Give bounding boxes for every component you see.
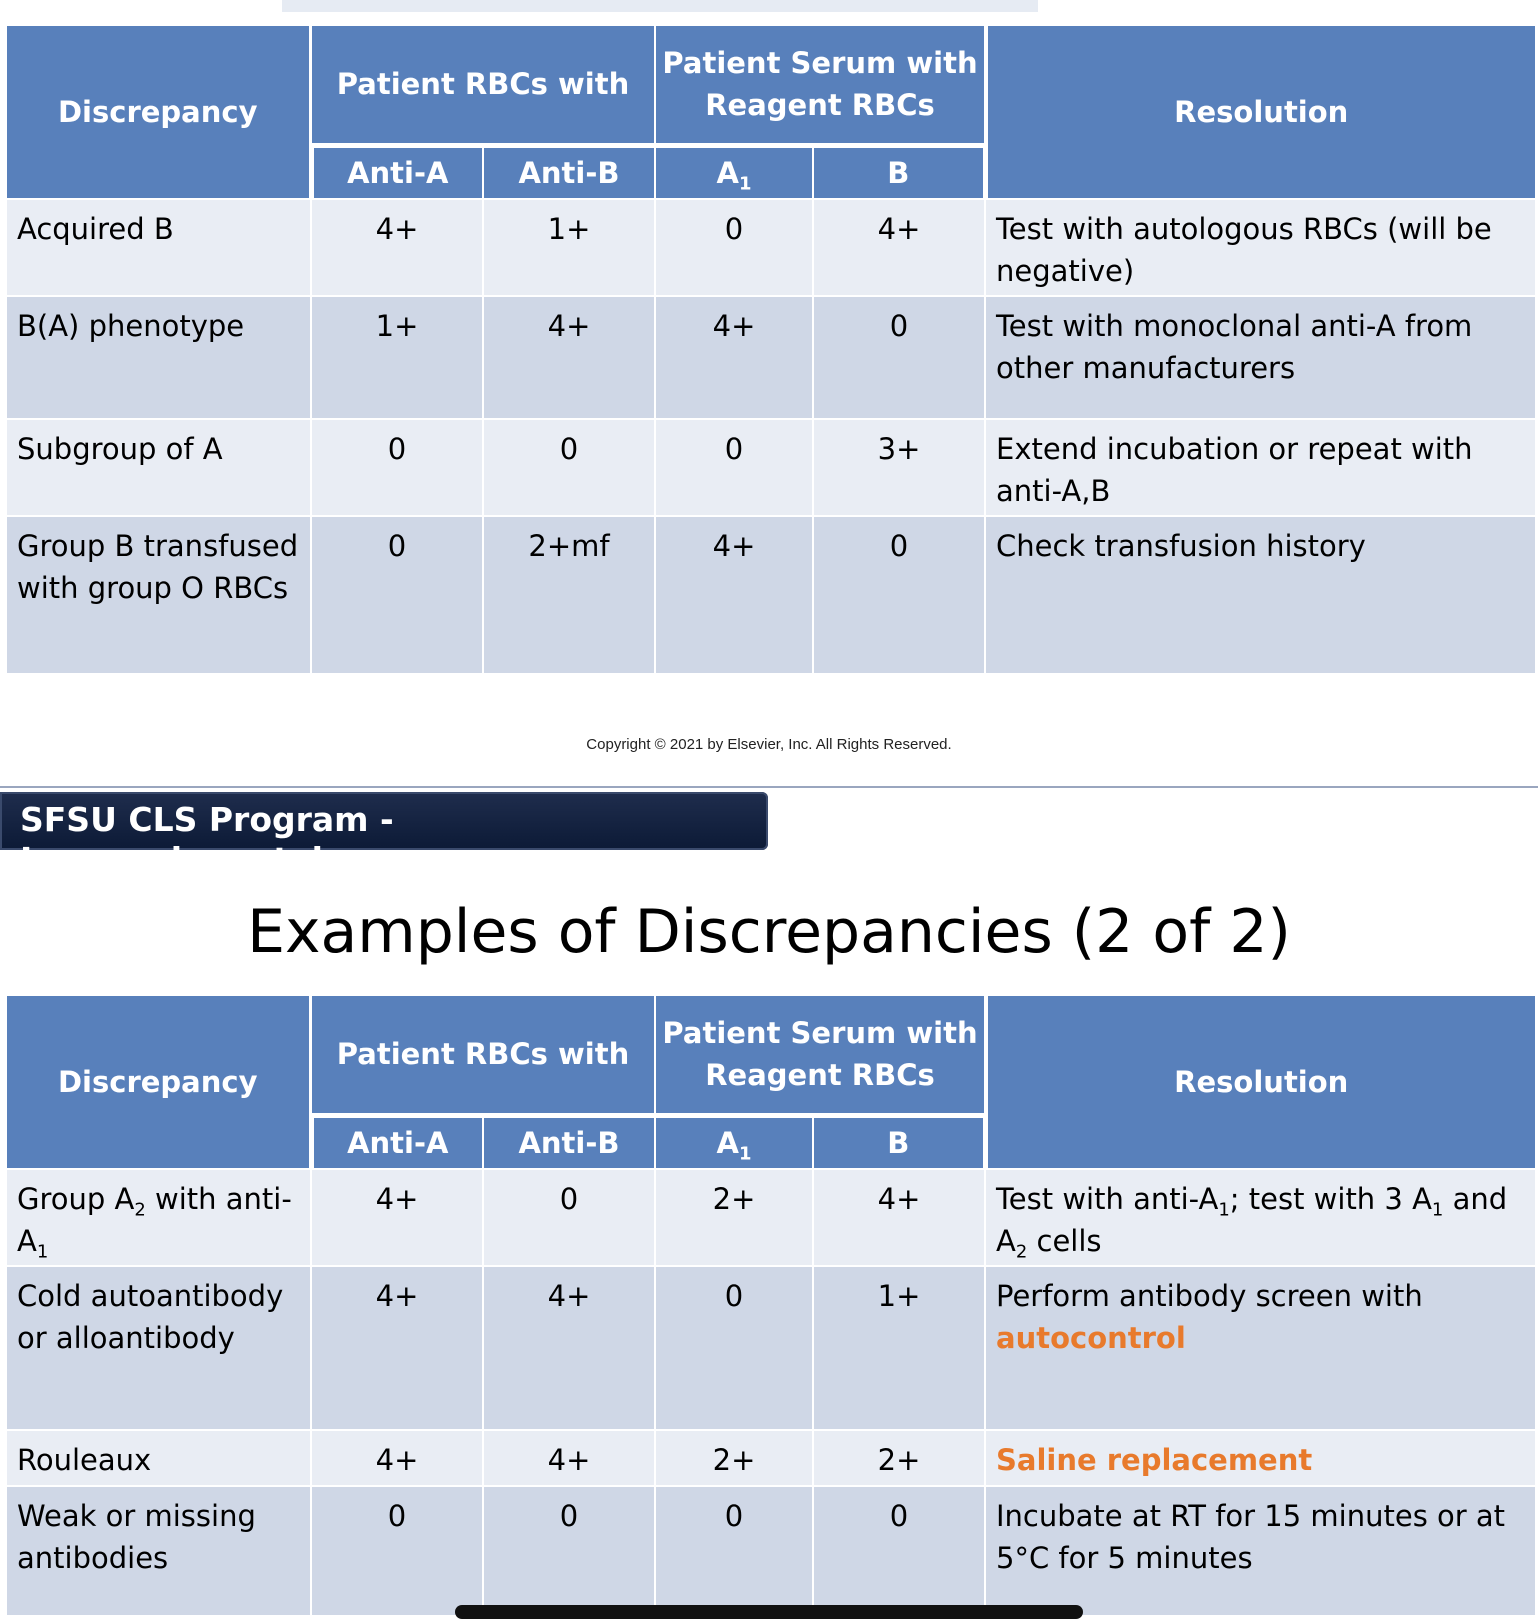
autocontrol-highlight: autocontrol [996, 1320, 1186, 1355]
row-resolution: Check transfusion history [985, 516, 1536, 674]
previous-title-strip [282, 0, 1038, 12]
row-a1: 0 [655, 199, 813, 296]
row-anti-a: 4+ [311, 1430, 483, 1486]
header-resolution: Resolution [985, 995, 1536, 1169]
program-banner [0, 792, 768, 879]
table-row [6, 1266, 1536, 1430]
row-discrepancy: Rouleaux [6, 1430, 311, 1486]
header-resolution: Resolution [985, 25, 1536, 199]
row-b: 0 [813, 1486, 985, 1616]
row-b: 0 [813, 516, 985, 674]
row-discrepancy: Subgroup of A [6, 419, 311, 516]
row-resolution: Incubate at RT for 15 minutes or at 5°C for 5 minutes [985, 1486, 1536, 1616]
header-anti-b: Anti-B [483, 145, 655, 199]
row-b: 2+ [813, 1430, 985, 1486]
row-a1: 2+ [655, 1169, 813, 1266]
header-a1: $A_1$ [655, 1115, 813, 1169]
row-discrepancy: Acquired B [6, 199, 311, 296]
row-anti-a: 0 [311, 1486, 483, 1616]
table-row [6, 199, 1536, 296]
row-discrepancy: Group B transfused with group O RBCs [6, 516, 311, 674]
row-b: 4+ [813, 1169, 985, 1266]
header-discrepancy: Discrepancy [6, 995, 311, 1169]
table-row [6, 1486, 1536, 1616]
table-row [6, 419, 1536, 516]
table-row [6, 1430, 1536, 1486]
row-a1: 0 [655, 419, 813, 516]
row-anti-b: 4+ [483, 1430, 655, 1486]
row-discrepancy: Weak or missing antibodies [6, 1486, 311, 1616]
row-anti-a: 4+ [311, 1266, 483, 1430]
row-a1: 4+ [655, 296, 813, 419]
row-discrepancy: Group $A_2$ with anti-$A_1$ [6, 1169, 311, 1266]
page-title: Examples of Discrepancies (2 of 2) [247, 897, 1291, 967]
banner-text: SFSU CLS Program - Immunohematology [20, 800, 394, 879]
row-b: 3+ [813, 419, 985, 516]
copyright-notice: Copyright © 2021 by Elsevier, Inc. All Rights Reserved. [586, 736, 952, 753]
header-discrepancy: Discrepancy [6, 25, 311, 199]
table-row [6, 1169, 1536, 1266]
row-resolution: Test with monoclonal anti-A from other manufacturers [985, 296, 1536, 419]
table-row [6, 516, 1536, 674]
row-anti-a: 4+ [311, 199, 483, 296]
discrepancy-table-2 [5, 994, 1537, 1617]
header-anti-a: Anti-A [311, 145, 483, 199]
row-resolution: Test with autologous RBCs (will be negative) [985, 199, 1536, 296]
row-b: 0 [813, 296, 985, 419]
discrepancy-table-1 [5, 24, 1537, 675]
table-row [6, 296, 1536, 419]
row-anti-a: 4+ [311, 1169, 483, 1266]
saline-replacement-highlight: Saline replacement [996, 1442, 1313, 1477]
row-b: 4+ [813, 199, 985, 296]
header-patient-serum: Patient Serum with Reagent RBCs [655, 995, 985, 1115]
row-resolution: Extend incubation or repeat with anti-A,B [985, 419, 1536, 516]
header-patient-rbcs: Patient RBCs with [311, 995, 655, 1115]
row-anti-b: 4+ [483, 1266, 655, 1430]
header-anti-b: Anti-B [483, 1115, 655, 1169]
row-anti-b: 2+mf [483, 516, 655, 674]
slide-divider [0, 786, 1538, 788]
row-anti-b: 4+ [483, 296, 655, 419]
row-anti-a: 1+ [311, 296, 483, 419]
header-anti-a: Anti-A [311, 1115, 483, 1169]
row-anti-b: 0 [483, 419, 655, 516]
row-resolution: Test with anti-$A_1$; test with 3 $A_1$ and $A_2$ cells [985, 1169, 1536, 1266]
header-b: B [813, 145, 985, 199]
row-anti-b: 1+ [483, 199, 655, 296]
row-resolution: Perform antibody screen with autocontrol [985, 1266, 1536, 1430]
header-patient-rbcs: Patient RBCs with [311, 25, 655, 145]
row-a1: 0 [655, 1266, 813, 1430]
row-anti-b: 0 [483, 1169, 655, 1266]
row-resolution [985, 1430, 1536, 1486]
row-discrepancy: Cold autoantibody or alloantibody [6, 1266, 311, 1430]
row-discrepancy: B(A) phenotype [6, 296, 311, 419]
header-patient-serum: Patient Serum with Reagent RBCs [655, 25, 985, 145]
row-a1: 4+ [655, 516, 813, 674]
header-a1: $A_1$ [655, 145, 813, 199]
row-a1: 0 [655, 1486, 813, 1616]
header-b: B [813, 1115, 985, 1169]
row-anti-b: 0 [483, 1486, 655, 1616]
row-a1: 2+ [655, 1430, 813, 1486]
row-anti-a: 0 [311, 516, 483, 674]
bottom-edge-bar [455, 1605, 1083, 1619]
row-anti-a: 0 [311, 419, 483, 516]
row-b: 1+ [813, 1266, 985, 1430]
